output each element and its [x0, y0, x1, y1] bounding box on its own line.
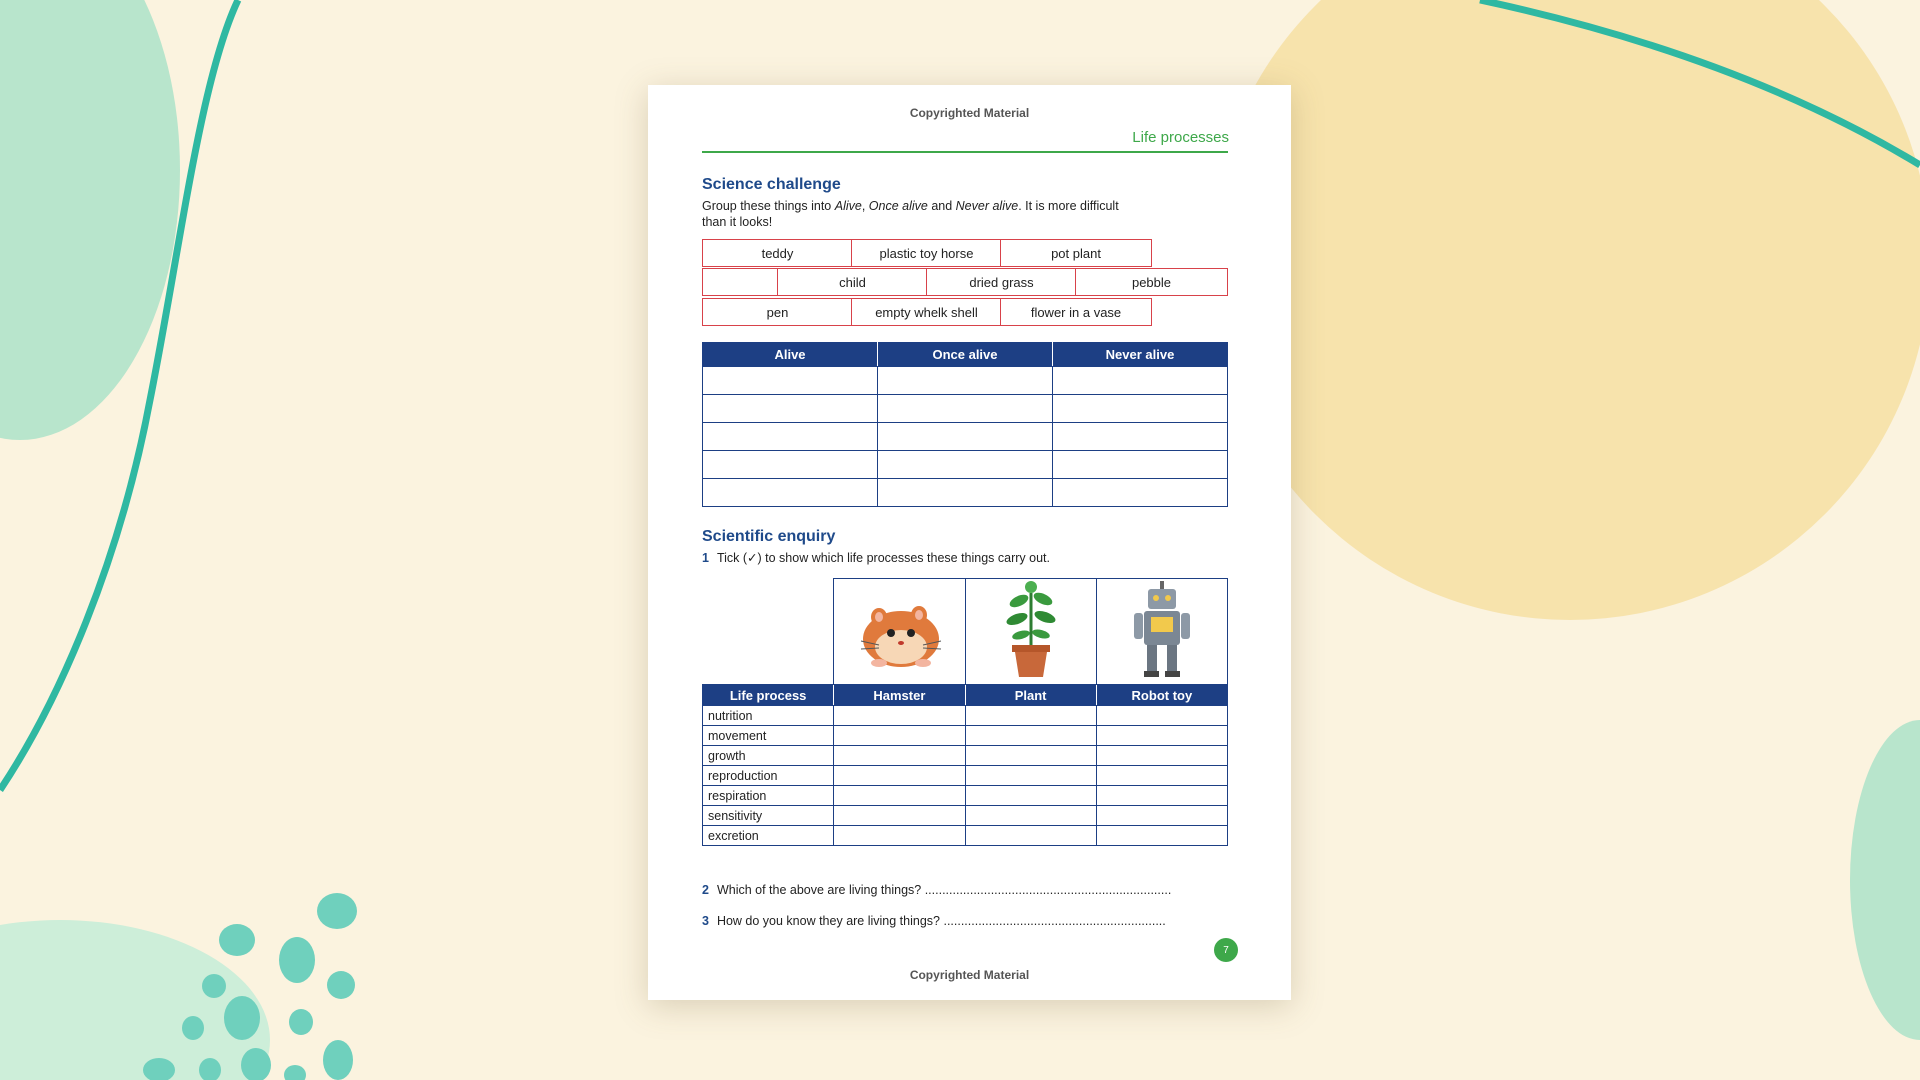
empty-corner-cell [703, 579, 834, 685]
word-teddy: teddy [702, 239, 853, 267]
chapter-title: Life processes [1132, 129, 1229, 146]
robot-toy-illustration [1132, 579, 1192, 679]
process-label: excretion [703, 826, 834, 846]
tick-cell[interactable] [1096, 746, 1227, 766]
process-label: respiration [703, 786, 834, 806]
page-number-badge: 7 [1214, 938, 1238, 962]
scientific-enquiry-title: Scientific enquiry [702, 528, 836, 545]
instruction-line2: than it looks! [702, 215, 773, 229]
answer-cell[interactable] [703, 395, 878, 423]
tick-cell[interactable] [1096, 806, 1227, 826]
table-row [703, 451, 1228, 479]
instruction-alive: Alive [834, 199, 862, 213]
instruction-prefix: Group these things into [702, 199, 835, 213]
word-row2-spacer [702, 268, 779, 296]
process-label: reproduction [703, 766, 834, 786]
tick-cell[interactable] [834, 746, 965, 766]
word-child: child [777, 268, 928, 296]
bg-yellow-blob [1210, 0, 1920, 620]
tick-cell[interactable] [834, 826, 965, 846]
tick-cell[interactable] [1096, 706, 1227, 726]
question-3-text[interactable]: How do you know they are living things? ................................................................ [716, 914, 1166, 928]
hamster-picture-cell [834, 579, 965, 685]
col-robot-toy: Robot toy [1096, 685, 1227, 706]
table-row [703, 367, 1228, 395]
question-1-number: 1 [702, 551, 709, 565]
answer-cell[interactable] [703, 451, 878, 479]
col-life-process: Life process [703, 685, 834, 706]
potted-plant-illustration [1001, 579, 1061, 679]
table-row [703, 786, 1228, 806]
answer-cell[interactable] [1053, 395, 1228, 423]
question-3-number: 3 [702, 914, 709, 928]
question-3 [702, 913, 1166, 929]
question-2-text[interactable]: Which of the above are living things? ....................................................................... [716, 883, 1172, 897]
tick-cell[interactable] [965, 766, 1096, 786]
tick-cell[interactable] [965, 826, 1096, 846]
table-row [703, 706, 1228, 726]
col-never-alive: Never alive [1053, 343, 1228, 367]
answer-cell[interactable] [1053, 451, 1228, 479]
illustration-row [703, 579, 1228, 685]
science-challenge-title: Science challenge [702, 176, 841, 193]
question-1-text: Tick (✓) to show which life processes these things carry out. [716, 551, 1051, 565]
table-header-row [703, 343, 1228, 367]
question-2 [702, 882, 1171, 898]
workbook-page [648, 85, 1291, 1000]
plant-picture-cell [965, 579, 1096, 685]
instruction-sep: , [861, 199, 869, 213]
table-row [703, 479, 1228, 507]
process-label: nutrition [703, 706, 834, 726]
tick-cell[interactable] [834, 766, 965, 786]
header-rule [702, 151, 1228, 153]
tick-cell[interactable] [965, 726, 1096, 746]
table-row [703, 395, 1228, 423]
instruction-once-alive: Once alive [868, 199, 928, 213]
tick-cell[interactable] [834, 806, 965, 826]
table-header-row [703, 685, 1228, 706]
process-label: growth [703, 746, 834, 766]
process-label: movement [703, 726, 834, 746]
tick-cell[interactable] [834, 786, 965, 806]
answer-cell[interactable] [878, 479, 1053, 507]
word-pot-plant: pot plant [1000, 239, 1152, 267]
answer-cell[interactable] [878, 367, 1053, 395]
science-challenge-instruction [702, 198, 1172, 230]
hamster-illustration [849, 581, 949, 677]
tick-cell[interactable] [1096, 786, 1227, 806]
instruction-never-alive: Never alive [955, 199, 1019, 213]
tick-cell[interactable] [1096, 826, 1227, 846]
col-hamster: Hamster [834, 685, 965, 706]
alive-sorting-table [702, 342, 1228, 507]
answer-cell[interactable] [703, 423, 878, 451]
word-pen: pen [702, 298, 853, 326]
word-empty-whelk-shell: empty whelk shell [851, 298, 1002, 326]
tick-cell[interactable] [1096, 726, 1227, 746]
life-processes-table [702, 578, 1228, 846]
table-row [703, 423, 1228, 451]
answer-cell[interactable] [878, 395, 1053, 423]
answer-cell[interactable] [878, 451, 1053, 479]
answer-cell[interactable] [1053, 479, 1228, 507]
copyright-notice-bottom: Copyrighted Material [909, 968, 1030, 982]
tick-cell[interactable] [965, 806, 1096, 826]
tick-cell[interactable] [834, 726, 965, 746]
question-2-number: 2 [702, 883, 709, 897]
answer-cell[interactable] [703, 479, 878, 507]
word-pebble: pebble [1075, 268, 1228, 296]
tick-cell[interactable] [965, 746, 1096, 766]
answer-cell[interactable] [1053, 367, 1228, 395]
copyright-notice-top: Copyrighted Material [909, 106, 1030, 120]
table-row [703, 726, 1228, 746]
table-row [703, 826, 1228, 846]
robot-picture-cell [1096, 579, 1227, 685]
answer-cell[interactable] [1053, 423, 1228, 451]
instruction-suffix: . It is more difficult [1018, 199, 1119, 213]
table-row [703, 766, 1228, 786]
table-row [703, 746, 1228, 766]
tick-cell[interactable] [965, 786, 1096, 806]
col-alive: Alive [703, 343, 878, 367]
question-1 [702, 550, 1050, 566]
col-once-alive: Once alive [878, 343, 1053, 367]
instruction-and: and [927, 199, 956, 213]
col-plant: Plant [965, 685, 1096, 706]
word-flower-in-a-vase: flower in a vase [1000, 298, 1152, 326]
process-label: sensitivity [703, 806, 834, 826]
word-dried-grass: dried grass [926, 268, 1077, 296]
tick-cell[interactable] [1096, 766, 1227, 786]
table-row [703, 806, 1228, 826]
answer-cell[interactable] [703, 367, 878, 395]
word-plastic-toy-horse: plastic toy horse [851, 239, 1002, 267]
bg-mint-blob-right [1850, 720, 1920, 1040]
answer-cell[interactable] [878, 423, 1053, 451]
tick-cell[interactable] [834, 706, 965, 726]
tick-cell[interactable] [965, 706, 1096, 726]
